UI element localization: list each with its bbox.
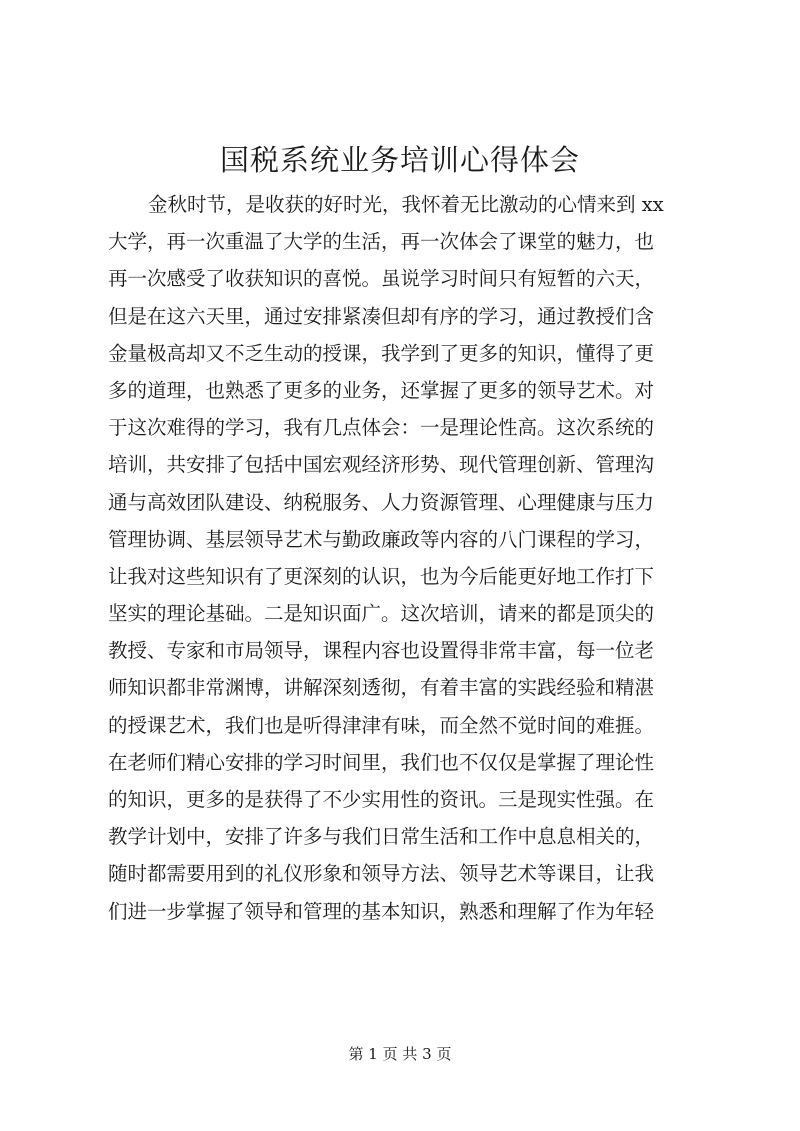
body-line: 于这次难得的学习，我有几点体会：一是理论性高。这次系统的	[108, 416, 655, 440]
body-line: 随时都需要用到的礼仪形象和领导方法、领导艺术等课目，让我	[108, 862, 655, 886]
body-line: 师知识都非常渊博，讲解深刻透彻，有着丰富的实践经验和精湛	[108, 676, 655, 700]
body-line: 让我对这些知识有了更深刻的认识，也为今后能更好地工作打下	[108, 564, 655, 588]
body-line: 多的道理，也熟悉了更多的业务，还掌握了更多的领导艺术。对	[108, 378, 655, 402]
body-line: 通与高效团队建设、纳税服务、人力资源管理、心理健康与压力	[108, 490, 655, 514]
page-footer: 第 1 页 共 3 页	[348, 1045, 452, 1063]
body-line: 管理协调、基层领导艺术与勤政廉政等内容的八门课程的学习，	[108, 527, 655, 551]
body-line: 教学计划中，安排了许多与我们日常生活和工作中息息相关的，	[108, 825, 655, 849]
body-line: 但是在这六天里，通过安排紧凑但却有序的学习，通过教授们含	[108, 304, 655, 328]
body-line: 们进一步掌握了领导和管理的基本知识，熟悉和理解了作为年轻	[108, 899, 655, 923]
body-line: 在老师们精心安排的学习时间里，我们也不仅仅是掌握了理论性	[108, 750, 655, 774]
body-line: 再一次感受了收获知识的喜悦。虽说学习时间只有短暂的六天，	[108, 267, 655, 291]
document-body	[108, 186, 708, 930]
body-line: 金量极高却又不乏生动的授课，我学到了更多的知识，懂得了更	[108, 341, 655, 365]
body-line: 坚实的理论基础。二是知识面广。这次培训，请来的都是顶尖的	[108, 602, 655, 626]
document-title: 国税系统业务培训心得体会	[219, 143, 580, 177]
body-line: 的知识，更多的是获得了不少实用性的资讯。三是现实性强。在	[108, 788, 655, 811]
body-line: 教授、专家和市局领导，课程内容也设置得非常丰富，每一位老	[108, 639, 655, 663]
body-line: 的授课艺术，我们也是听得津津有味，而全然不觉时间的难捱。	[108, 713, 655, 737]
body-line: 金秋时节，是收获的好时光，我怀着无比激动的心情来到 xx	[148, 193, 664, 216]
body-line: 培训，共安排了包括中国宏观经济形势、现代管理创新、管理沟	[108, 453, 655, 477]
body-line: 大学，再一次重温了大学的生活，再一次体会了课堂的魅力，也	[108, 230, 655, 254]
